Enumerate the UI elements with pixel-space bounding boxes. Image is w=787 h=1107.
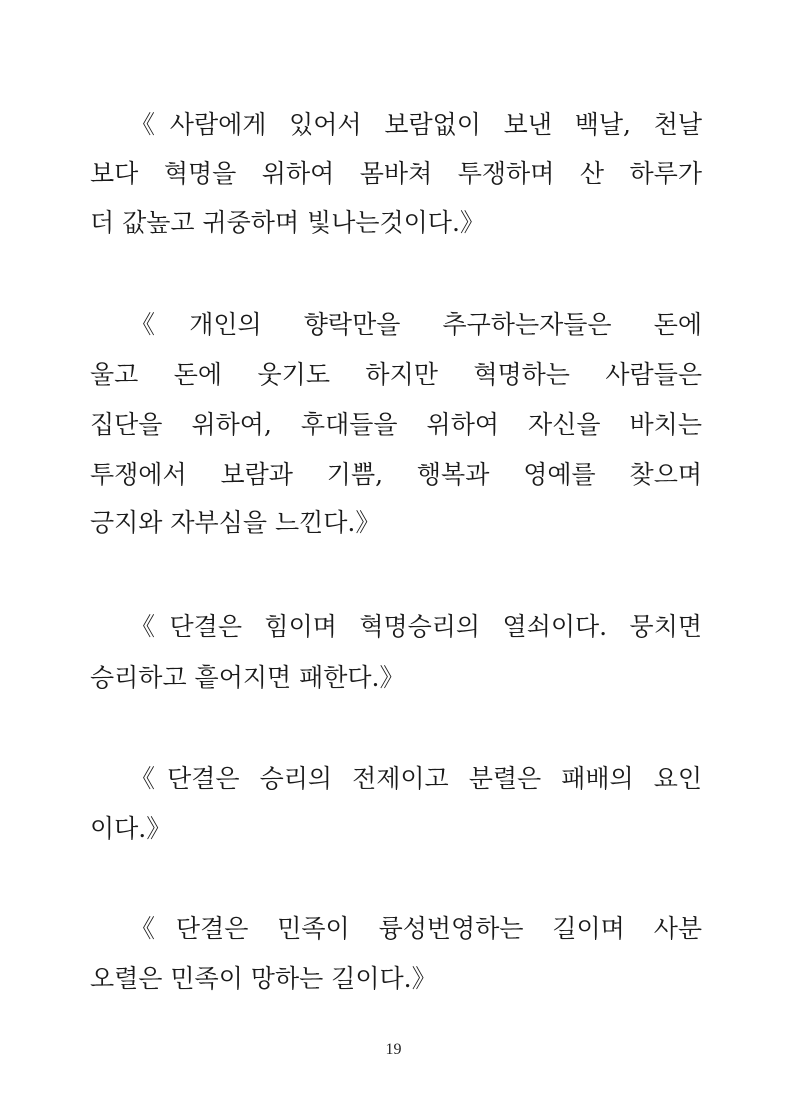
text-line: 울고 돈에 웃기도 하지만 혁명하는 사람들은 [90, 360, 702, 389]
text-line: 《개인의 향락만을 추구하는자들은 돈에 [130, 310, 702, 339]
text-line: 투쟁에서 보람과 기쁨, 행복과 영예를 찾으며 [90, 460, 702, 489]
text-line: 이다.》 [90, 814, 172, 843]
text-line: 더 값높고 귀중하며 빛나는것이다.》 [90, 208, 485, 237]
text-line: 오렬은 민족이 망하는 길이다.》 [90, 964, 437, 993]
text-line: 승리하고 흩어지면 패한다.》 [90, 663, 405, 692]
text-line: 《단결은 힘이며 혁명승리의 열쇠이다. 뭉치면 [130, 612, 702, 641]
page-number: 19 [385, 1041, 402, 1058]
text-line: 긍지와 자부심을 느낀다.》 [90, 508, 381, 537]
text-line: 집단을 위하여, 후대들을 위하여 자신을 바치는 [90, 410, 702, 439]
text-line: 《단결은 승리의 전제이고 분렬은 패배의 요인 [130, 764, 702, 793]
text-line: 《사람에게 있어서 보람없이 보낸 백날, 천날 [130, 110, 702, 139]
text-line: 《단결은 민족이 륭성번영하는 길이며 사분 [130, 914, 702, 943]
text-line: 보다 혁명을 위하여 몸바쳐 투쟁하며 산 하루가 [90, 159, 702, 188]
